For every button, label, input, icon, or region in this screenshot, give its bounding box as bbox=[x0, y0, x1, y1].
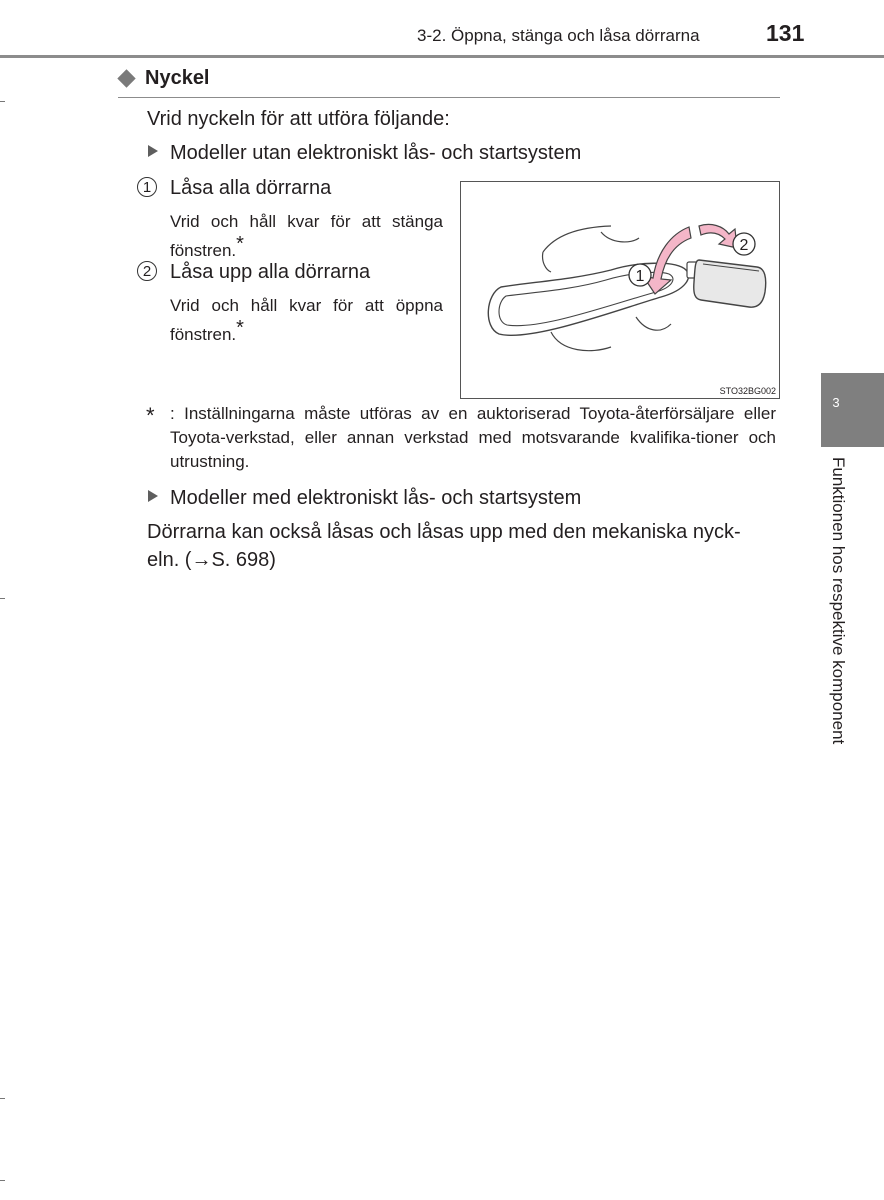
step2-desc bbox=[170, 295, 443, 346]
closing-line-1: Dörrarna kan också låsas och låsas upp med den mekaniska nyck- bbox=[147, 521, 741, 543]
header-title: 3-2. Öppna, stänga och låsa dörrarna bbox=[417, 26, 700, 45]
step2-desc-line2: fönstren. bbox=[170, 325, 237, 344]
margin-tick bbox=[0, 598, 5, 599]
step2-number-circle: 2 bbox=[137, 261, 157, 281]
margin-tick bbox=[0, 1180, 5, 1181]
models-without-label: Modeller utan elektroniskt lås- och startsystem bbox=[170, 142, 582, 164]
step2-asterisk: * bbox=[236, 317, 244, 339]
chapter-label: Funktionen hos respektive komponent bbox=[829, 457, 848, 745]
chapter-tab bbox=[821, 373, 884, 447]
door-handle-illustration bbox=[461, 182, 779, 398]
models-with-heading bbox=[148, 487, 581, 510]
step1-desc bbox=[170, 211, 443, 262]
step1-asterisk: * bbox=[236, 233, 244, 255]
models-without-heading bbox=[148, 142, 581, 165]
step1-desc-line1: Vrid och håll kvar för att stänga bbox=[170, 212, 443, 231]
chapter-number: 3 bbox=[832, 395, 840, 410]
section-heading bbox=[118, 67, 210, 90]
models-with-label: Modeller med elektroniskt lås- och startsystem bbox=[170, 487, 582, 509]
closing-line-2: eln. (→S. 698) bbox=[147, 549, 276, 571]
footnote bbox=[146, 402, 776, 471]
step2-desc-line1: Vrid och håll kvar för att öppna bbox=[170, 296, 443, 315]
margin-tick bbox=[0, 101, 5, 102]
step1-desc-line2: fönstren. bbox=[170, 241, 237, 260]
triangle-bullet-icon bbox=[148, 490, 158, 502]
unlock-arrow-icon bbox=[699, 224, 737, 248]
section-rule bbox=[118, 97, 780, 98]
door-handle-figure bbox=[460, 181, 780, 399]
step1-number bbox=[137, 177, 157, 197]
triangle-bullet-icon bbox=[148, 145, 158, 157]
callout-1: 1 bbox=[635, 268, 645, 285]
step1-title: Låsa alla dörrarna bbox=[170, 177, 332, 199]
footnote-asterisk: * bbox=[146, 403, 155, 428]
figure-code: STO32BG002 bbox=[719, 386, 776, 396]
page-number: 131 bbox=[766, 20, 805, 46]
footnote-text: : Inställningarna måste utföras av en auktoriserad Toyota-återförsäljare eller Toyota-verkstad, eller annan verkstad med motsvarande kvalifika-tioner och utrustning. bbox=[170, 404, 776, 471]
margin-tick bbox=[0, 1098, 5, 1099]
callout-2: 2 bbox=[739, 237, 749, 254]
step1-number-circle: 1 bbox=[137, 177, 157, 197]
section-title: Nyckel bbox=[145, 67, 210, 89]
diamond-bullet-icon bbox=[117, 69, 135, 87]
step2-title: Låsa upp alla dörrarna bbox=[170, 261, 371, 283]
header-rule bbox=[0, 55, 884, 58]
step2-number bbox=[137, 261, 157, 281]
intro-text: Vrid nyckeln för att utföra följande: bbox=[147, 108, 450, 130]
